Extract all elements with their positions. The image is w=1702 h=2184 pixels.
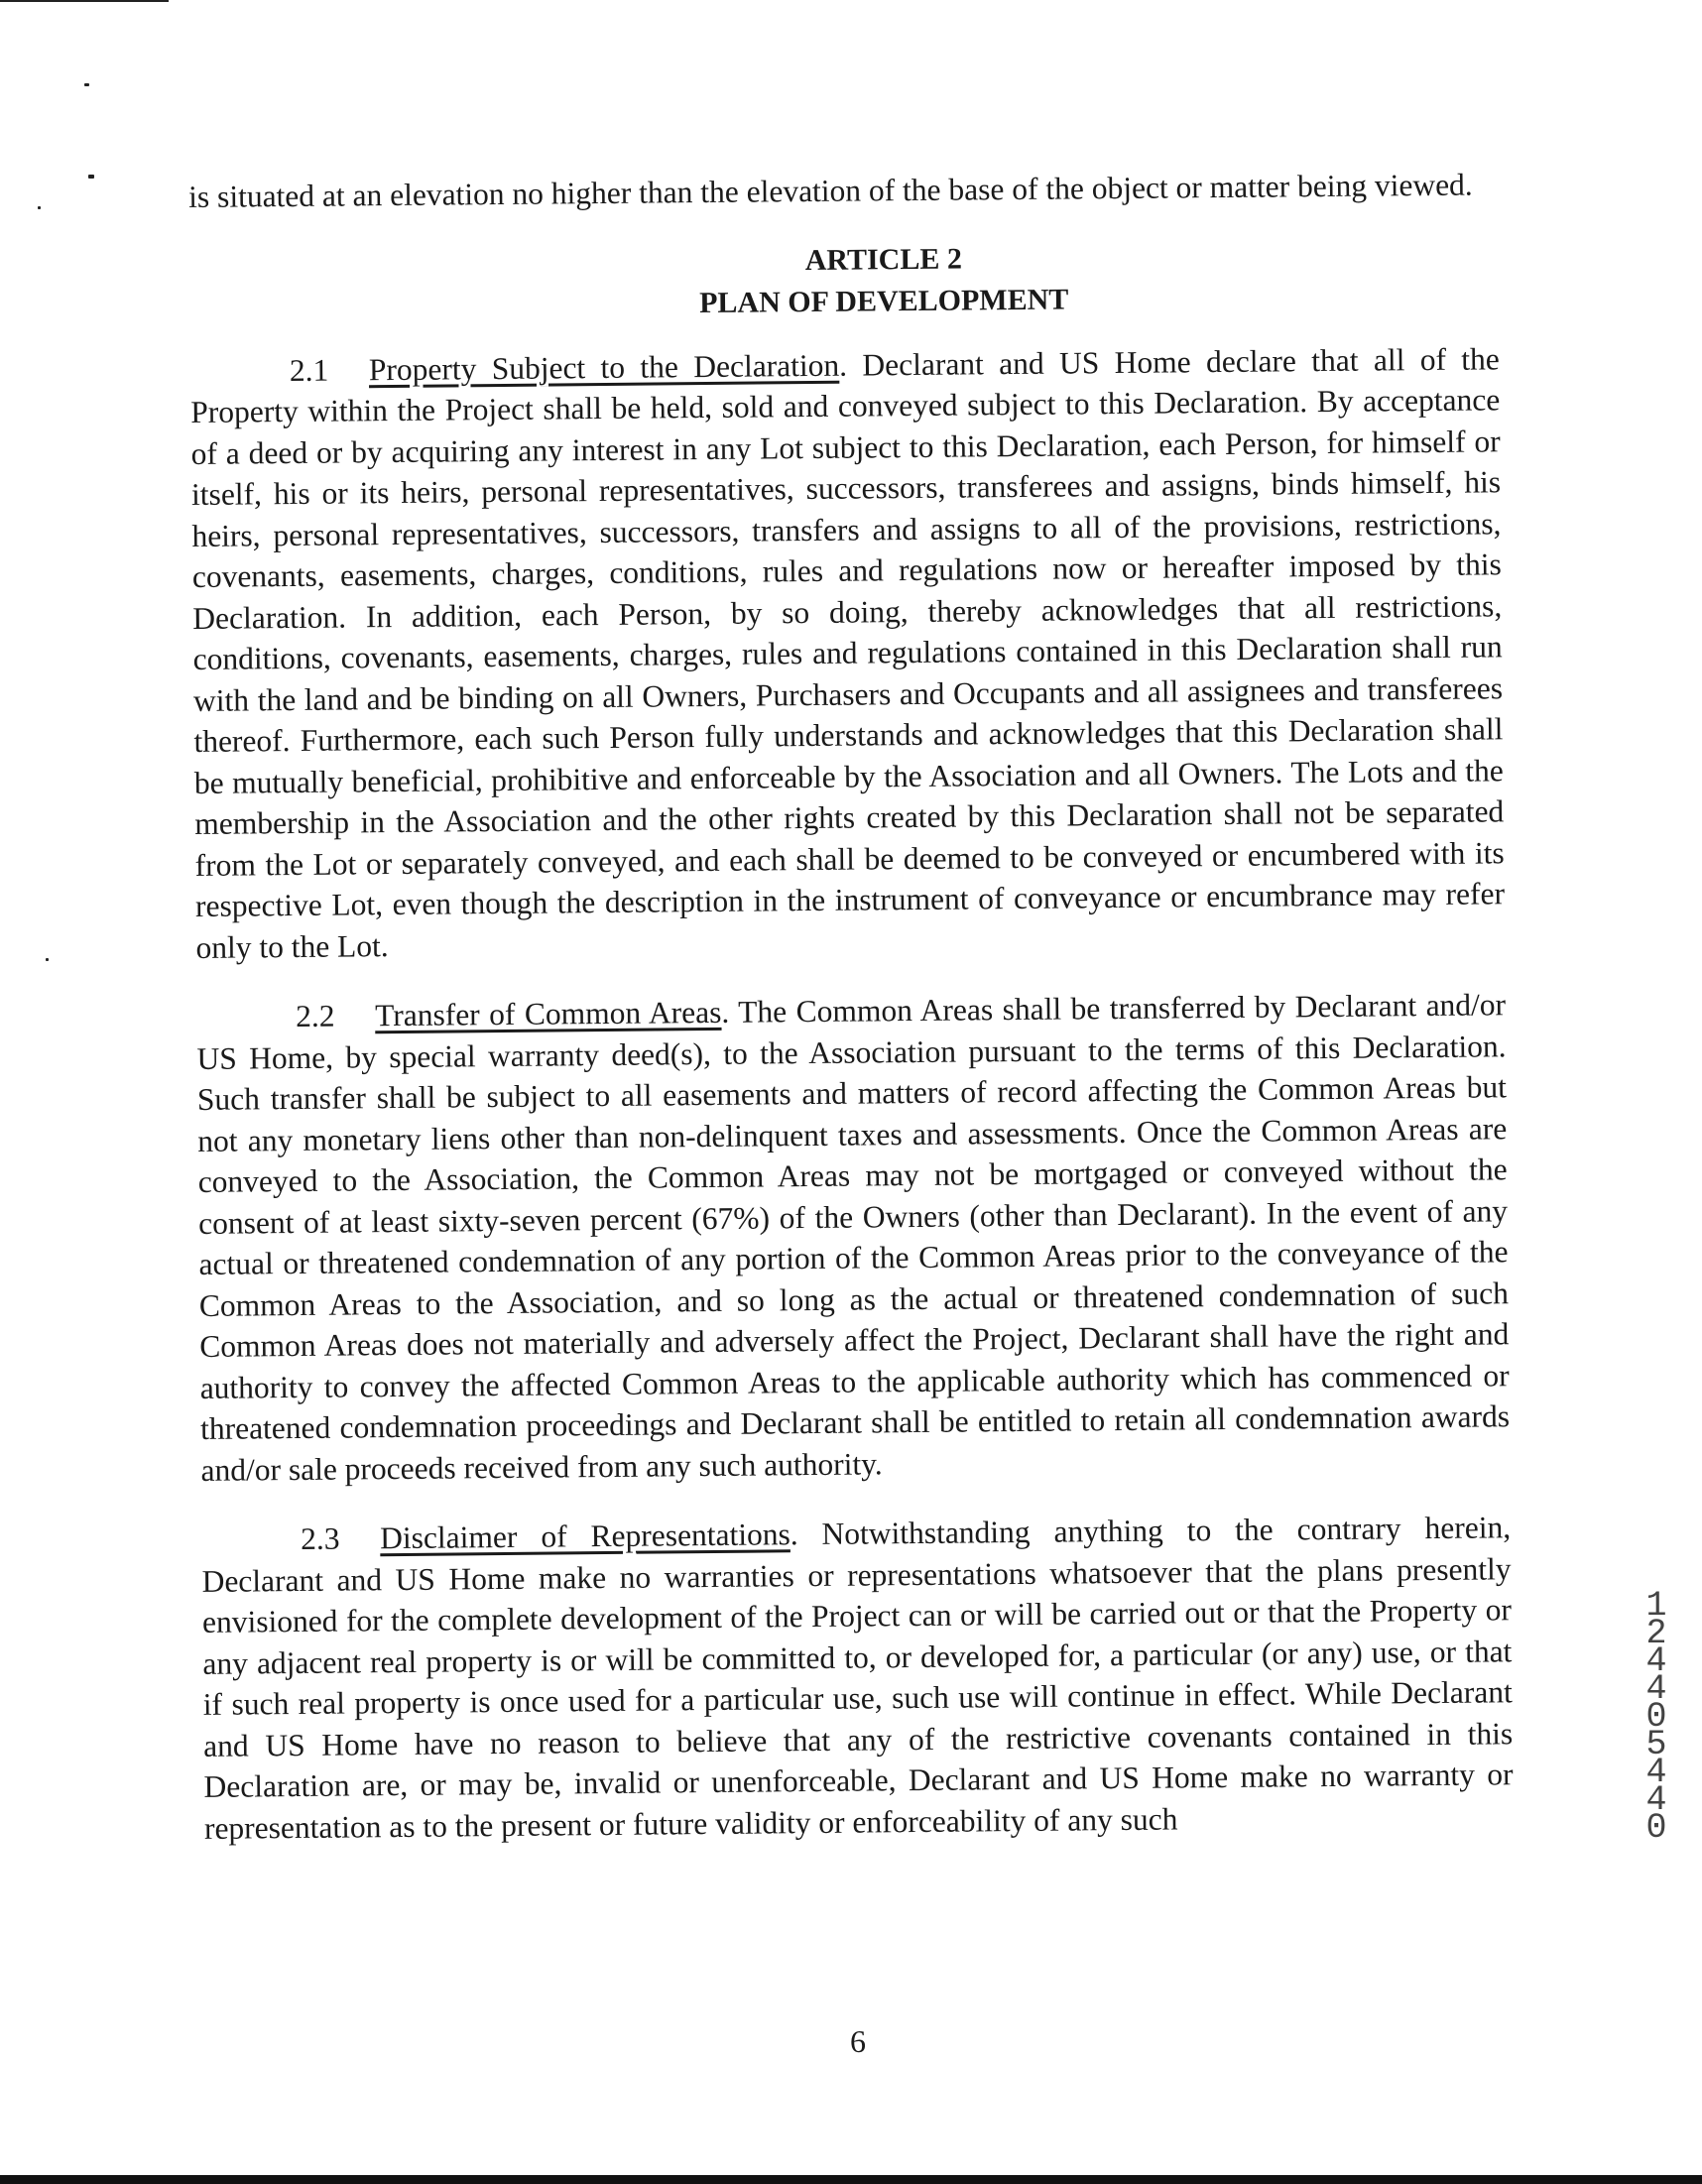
article-title: PLAN OF DEVELOPMENT	[698, 282, 1069, 319]
document-page	[188, 164, 1514, 1878]
section-body: . The Common Areas shall be transferred by Declarant and/or US Home, by special warranty deed(s), to the Association pursuant to the terms of this Declaration. Such transfer shall be subject to all easements and matters of record affecting the Common Areas but not any monetary liens other than non-delinquent taxes and assessments. Once the Common Areas are conveyed to the Association, the Common Areas may not be mortgaged or conveyed without the consent of at least sixty-seven percent (67%) of the Owners (other than Declarant). In the event of any actual or threatened condemnation of any portion of the Common Areas prior to the conveyance of the Common Areas to the Association, and so long as the actual or threatened condemnation of such Common Areas does not materially and adversely affect the Project, Declarant shall have the right and authority to convey the affected Common Areas to the applicable authority which has commenced or threatened condemnation proceedings and Declarant shall be entitled to retain all condemnation awards and/or sale proceeds received from any such authority.	[196, 987, 1511, 1488]
scan-speck	[88, 175, 94, 179]
recording-stamp: 1244 05440	[1645, 1586, 1667, 1848]
article-heading	[269, 233, 1500, 328]
continuation-paragraph: is situated at an elevation no higher than the elevation of the base of the object or matter being viewed.	[188, 167, 1473, 214]
section-body: . Declarant and US Home declare that all of the Property within the Project shall be held, sold and conveyed subject to this Declaration. By acceptance of a deed or by acquiring any interest in any Lot subject to this Declaration, each Person, for himself or itself, his or its heirs, personal representatives, successors, transferees and assigns, binds himself, his heirs, personal representatives, successors, transfers and assigns to all of the provisions, restrictions, covenants, easements, charges, conditions, rules and regulations now or hereafter imposed by this Declaration. In addition, each Person, by so doing, thereby acknowledges that all restrictions, conditions, covenants, easements, charges, rules and regulations contained in this Declaration shall run with the land and be binding on all Owners, Purchasers and Occupants and all assignees and transferees thereof. Furthermore, each such Person fully understands and acknowledges that this Declaration shall be mutually beneficial, prohibitive and enforceable by the Association and all Owners. The Lots and the membership in the Association and the other rights created by this Declaration shall not be separated from the Lot or separately conveyed, and each shall be deemed to be conveyed or encumbered with its respective Lot, even though the description in the instrument of conveyance or encumbrance may refer only to the Lot.	[190, 340, 1506, 965]
scan-speck	[84, 83, 89, 86]
section-2-2	[196, 984, 1511, 1491]
page-number: 6	[850, 2023, 866, 2059]
section-body: . Notwithstanding anything to the contrary herein, Declarant and US Home make no warranties or representations whatsoever that the plans presently envisioned for the complete development of the Project can or will be carried out or that the Property or any adjacent real property is or will be committed to, or developed for, a particular (or any) use, or that if such real property is once used for a particular use, such use will continue in effect. While Declarant and US Home have no reason to believe that any of the restrictive covenants contained in this Declaration are, or may be, invalid or unenforceable, Declarant and US Home make no warranty or representation as to the present or future validity or enforceability of any such	[201, 1510, 1514, 1846]
section-2-3	[201, 1507, 1514, 1849]
section-title: Transfer of Common Areas	[374, 994, 722, 1033]
scan-speck	[46, 958, 49, 961]
section-number: 2.1	[289, 352, 329, 388]
section-2-1	[190, 338, 1506, 968]
section-title: Property Subject to the Declaration	[368, 347, 840, 387]
scan-border-bottom	[0, 2175, 1702, 2184]
scan-speck	[38, 206, 41, 209]
scan-border-top	[0, 0, 169, 2]
section-number: 2.2	[295, 998, 335, 1034]
section-title: Disclaimer of Representations	[380, 1517, 790, 1556]
section-number: 2.3	[301, 1520, 340, 1556]
article-number: ARTICLE 2	[804, 242, 963, 277]
